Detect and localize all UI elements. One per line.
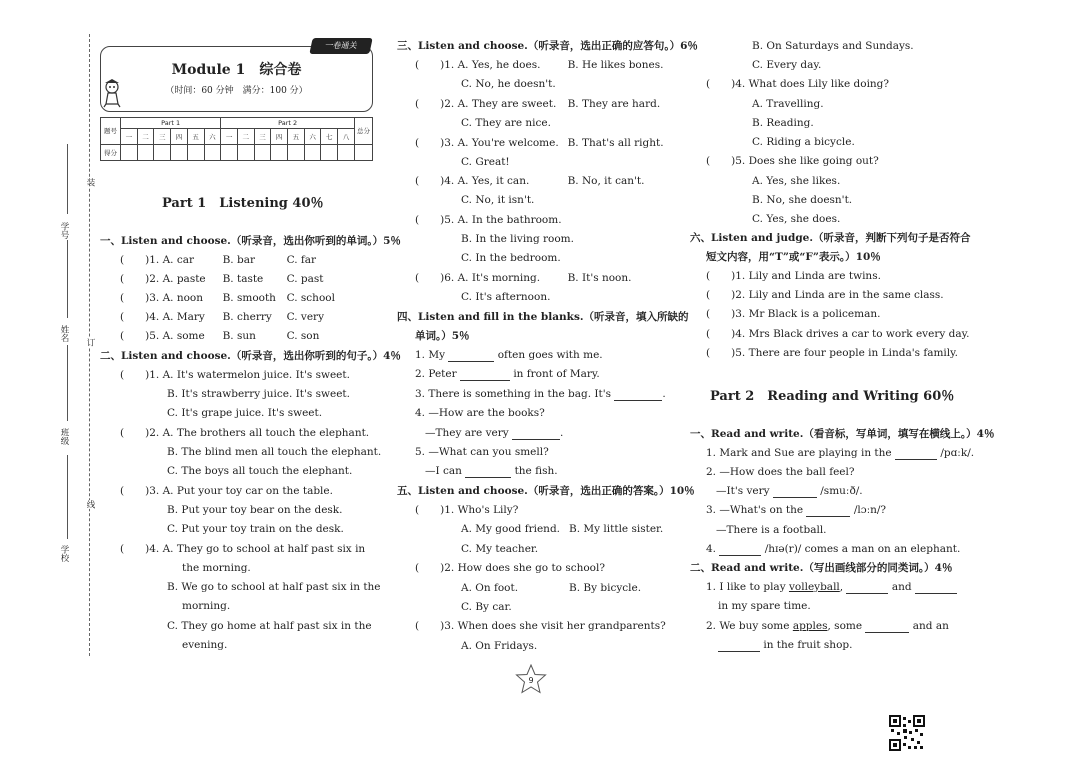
- blank-input[interactable]: [718, 641, 760, 652]
- option-c: C. son: [286, 330, 320, 342]
- score-cell[interactable]: [304, 144, 321, 160]
- binding-mark-ding: 订: [85, 338, 95, 347]
- item-number: 5.: [735, 347, 746, 359]
- option-a: A. paste: [162, 273, 206, 285]
- qr-code-icon[interactable]: [889, 715, 925, 751]
- option-a: A. It's watermelon juice. It's sweet.: [162, 369, 350, 381]
- list-item: [415, 272, 631, 285]
- score-cell[interactable]: [171, 144, 188, 160]
- option-b: B. No, it can't.: [567, 175, 645, 187]
- text: 1. I like to play: [706, 581, 786, 593]
- blank-input[interactable]: [512, 429, 560, 440]
- sec1-heading: 一、Listen and choose.（听录音，选出你听到的单词。）5％: [100, 235, 401, 247]
- option-c: C. They go home at half past six in the: [167, 620, 372, 632]
- option-a: A. It's morning.: [457, 272, 541, 284]
- answer-paren[interactable]: ( ): [120, 311, 150, 323]
- answer-paren[interactable]: ( ): [415, 214, 445, 226]
- fill-line: [718, 639, 852, 652]
- phonetic: /hɪə(r)/ comes a man on an elephant.: [764, 543, 961, 555]
- option-a: A. car: [162, 254, 194, 266]
- score-cell[interactable]: [237, 144, 254, 160]
- score-total-head: 总分: [355, 118, 373, 145]
- binding-label-school: 学校: [59, 545, 69, 562]
- answer-paren[interactable]: ( ): [706, 289, 736, 301]
- fill-line: 4. —How are the books?: [415, 407, 545, 419]
- blank-input[interactable]: [865, 622, 909, 633]
- item-number: 3.: [735, 308, 746, 320]
- option-b: B. sun: [222, 330, 256, 342]
- part2-title: Part 2 Reading and Writing 60％: [710, 389, 955, 404]
- option-c: C. In the bedroom.: [461, 252, 561, 264]
- score-col: 二: [237, 129, 254, 144]
- option-b: B. It's noon.: [567, 272, 632, 284]
- underlined-word: apples: [792, 620, 828, 632]
- option-c-cont: evening.: [182, 639, 228, 651]
- list-item: [706, 308, 880, 321]
- option-b: B. bar: [222, 254, 255, 266]
- score-col: 三: [154, 129, 171, 144]
- score-col: 六: [204, 129, 221, 144]
- list-item: [120, 427, 369, 440]
- item-number: 2.: [444, 562, 455, 574]
- score-cell[interactable]: [338, 144, 355, 160]
- question-text: Does she like going out?: [748, 155, 879, 167]
- blank-input[interactable]: [846, 583, 888, 594]
- fill-line: in my spare time.: [718, 600, 811, 612]
- page-title: Module 1 综合卷: [171, 62, 302, 78]
- answer-paren[interactable]: ( ): [415, 137, 445, 149]
- list-item: [706, 155, 879, 168]
- item-number: 2.: [149, 427, 160, 439]
- binding-label-class: 班级: [59, 428, 69, 445]
- option-c: C. Every day.: [752, 59, 822, 71]
- option-a: A. Yes, it can.: [457, 175, 530, 187]
- text: .: [560, 427, 564, 439]
- option-b: B. My little sister.: [569, 523, 664, 535]
- fill-line: [415, 388, 666, 401]
- answer-paren[interactable]: ( ): [120, 330, 150, 342]
- options-row: [461, 582, 641, 595]
- option-c: C. No, he doesn't.: [461, 78, 556, 90]
- sec6-heading: 六、Listen and judge.（听录音，判断下列句子是否符合: [690, 232, 971, 244]
- underlined-word: volleyball: [788, 581, 840, 593]
- text: 1. My: [415, 349, 446, 361]
- score-part2-head: Part 2: [221, 118, 355, 129]
- binding-mark-zhuang: 装: [85, 178, 95, 187]
- option-c: C. It's grape juice. It's sweet.: [167, 407, 323, 419]
- question-text: Who's Lily?: [457, 504, 519, 516]
- page-subtitle: （时间：60 分钟 满分：100 分）: [165, 86, 308, 96]
- p2sec1-heading: 一、Read and write.（看音标，写单词，填写在横线上。）4％: [690, 428, 995, 440]
- item-number: 1.: [149, 369, 160, 381]
- score-col: 六: [304, 129, 321, 144]
- text: 2. We buy some: [706, 620, 790, 632]
- option-b: B. Reading.: [752, 117, 814, 129]
- option-b: B. By bicycle.: [569, 582, 642, 594]
- score-cell[interactable]: [204, 144, 221, 160]
- part1-title: Part 1 Listening 40％: [162, 196, 324, 211]
- score-col: 五: [288, 129, 305, 144]
- text: , some: [827, 620, 863, 632]
- statement-text: Lily and Linda are in the same class.: [748, 289, 944, 301]
- item-number: 5.: [444, 214, 455, 226]
- option-a: A. Put your toy car on the table.: [162, 485, 333, 497]
- item-number: 1.: [444, 59, 455, 71]
- list-item: [706, 78, 889, 91]
- item-number: 3.: [149, 485, 160, 497]
- list-item: [415, 98, 660, 111]
- option-c: C. far: [286, 254, 317, 266]
- option-a: A. They go to school at half past six in: [162, 543, 366, 555]
- option-c: C. They are nice.: [461, 117, 551, 129]
- sec4-heading: 四、Listen and fill in the blanks.（听录音，填入所缺的: [397, 311, 689, 323]
- score-cell[interactable]: [137, 144, 154, 160]
- options-row: [461, 523, 663, 536]
- item-number: 3.: [444, 137, 455, 149]
- score-col: 二: [137, 129, 154, 144]
- text: the fish.: [514, 465, 558, 477]
- list-item: [415, 59, 663, 72]
- item-number: 6.: [444, 272, 455, 284]
- option-a: A. They are sweet.: [457, 98, 557, 110]
- option-c: C. very: [286, 311, 325, 323]
- score-col: 七: [321, 129, 338, 144]
- option-a-cont: the morning.: [182, 562, 251, 574]
- option-c: C. Great!: [461, 156, 510, 168]
- question-text: When does she visit her grandparents?: [457, 620, 666, 632]
- blank-input[interactable]: [460, 370, 510, 381]
- sec3-heading: 三、Listen and choose.（听录音，选出正确的应答句。）6％: [397, 40, 698, 52]
- score-col: 一: [221, 129, 238, 144]
- sec6-heading-cont: 短文内容，用“T”或“F”表示。）10％: [706, 251, 881, 263]
- item-number: 1.: [735, 270, 746, 282]
- item-number: 1.: [149, 254, 160, 266]
- score-cell[interactable]: [271, 144, 288, 160]
- text: —They are very: [425, 427, 509, 439]
- option-a: A. My good friend.: [461, 523, 561, 535]
- answer-paren[interactable]: ( ): [120, 273, 150, 285]
- option-a: A. Yes, he does.: [457, 59, 541, 71]
- score-col: 四: [271, 129, 288, 144]
- blank-input[interactable]: [773, 487, 817, 498]
- fill-line: 5. —What can you smell?: [415, 446, 549, 458]
- binding-blank-class: [67, 345, 68, 421]
- text: 4.: [706, 543, 717, 555]
- phonetic: /pɑːk/.: [940, 447, 975, 459]
- item-number: 4.: [149, 543, 160, 555]
- fill-line: [706, 620, 949, 633]
- option-c: C. school: [286, 292, 335, 304]
- blank-input[interactable]: [465, 467, 511, 478]
- statement-text: Mr Black is a policeman.: [748, 308, 881, 320]
- item-number: 4.: [149, 311, 160, 323]
- text: and an: [912, 620, 949, 632]
- item-number: 1.: [444, 504, 455, 516]
- fill-line: [415, 349, 603, 362]
- option-a: A. noon: [162, 292, 204, 304]
- list-item: [120, 330, 319, 343]
- fill-line: —There is a football.: [716, 524, 827, 536]
- score-row-label-score: 得分: [101, 144, 121, 160]
- text: often goes with me.: [497, 349, 603, 361]
- phonetic: /lɔːn/?: [853, 504, 887, 516]
- phonetic: /smuːð/.: [820, 485, 863, 497]
- list-item: [706, 270, 881, 283]
- text: 3. —What's on the: [706, 504, 804, 516]
- option-b: B. cherry: [222, 311, 272, 323]
- text: 1. Mark and Sue are playing in the: [706, 447, 892, 459]
- item-number: 3.: [149, 292, 160, 304]
- fill-line: [415, 368, 600, 381]
- option-a: A. On foot.: [461, 582, 519, 594]
- list-item: [120, 311, 324, 324]
- answer-paren[interactable]: ( ): [415, 562, 445, 574]
- binding-blank-name: [67, 240, 68, 318]
- score-table: [100, 117, 373, 161]
- score-cell[interactable]: [321, 144, 338, 160]
- option-b-cont: morning.: [182, 600, 231, 612]
- statement-text: Lily and Linda are twins.: [748, 270, 881, 282]
- answer-paren[interactable]: ( ): [706, 347, 736, 359]
- answer-paren[interactable]: ( ): [706, 78, 736, 90]
- fill-line: [425, 427, 563, 440]
- blank-input[interactable]: [719, 545, 761, 556]
- option-c: C. It's afternoon.: [461, 291, 551, 303]
- option-a: A. You're welcome.: [457, 137, 559, 149]
- sec2-heading: 二、Listen and choose.（听录音，选出你听到的句子。）4％: [100, 350, 401, 362]
- answer-paren[interactable]: ( ): [706, 155, 736, 167]
- option-c: C. My teacher.: [461, 543, 539, 555]
- item-number: 2.: [149, 273, 160, 285]
- score-cell[interactable]: [355, 144, 373, 160]
- list-item: [415, 620, 666, 633]
- blank-input[interactable]: [915, 583, 957, 594]
- fill-line: [706, 447, 974, 460]
- option-b: B. He likes bones.: [567, 59, 664, 71]
- fill-line: [716, 485, 863, 498]
- list-item: [415, 137, 664, 150]
- text: 2. Peter: [415, 368, 457, 380]
- page-number: 9: [528, 676, 534, 685]
- option-b: B. Put your toy bear on the desk.: [167, 504, 343, 516]
- answer-paren[interactable]: ( ): [120, 543, 150, 555]
- text: —I can: [425, 465, 462, 477]
- score-cell[interactable]: [187, 144, 204, 160]
- list-item: [415, 562, 605, 575]
- option-a: A. The brothers all touch the elephant.: [162, 427, 370, 439]
- option-c: C. By car.: [461, 601, 512, 613]
- list-item: [120, 292, 335, 305]
- p2sec2-heading: 二、Read and write.（写出画线部分的同类词。）4％: [690, 562, 953, 574]
- answer-paren[interactable]: ( ): [120, 427, 150, 439]
- answer-paren[interactable]: ( ): [120, 485, 150, 497]
- binding-mark-xian: 线: [85, 500, 95, 509]
- item-number: 3.: [444, 620, 455, 632]
- answer-paren[interactable]: ( ): [415, 175, 445, 187]
- answer-paren[interactable]: ( ): [706, 270, 736, 282]
- option-a: A. some: [162, 330, 205, 342]
- option-b: B. No, she doesn't.: [752, 194, 853, 206]
- list-item: [120, 254, 316, 267]
- score-part1-head: Part 1: [121, 118, 221, 129]
- option-c: C. Yes, she does.: [752, 213, 841, 225]
- text: 3. There is something in the bag. It's: [415, 388, 612, 400]
- option-a: A. On Fridays.: [461, 640, 538, 652]
- answer-paren[interactable]: ( ): [706, 328, 736, 340]
- option-a: A. In the bathroom.: [457, 214, 562, 226]
- item-number: 4.: [735, 328, 746, 340]
- score-cols-row: [101, 129, 373, 144]
- text: in front of Mary.: [513, 368, 600, 380]
- binding-label-id: 学号: [59, 222, 69, 239]
- item-number: 2.: [735, 289, 746, 301]
- sec4-heading-cont: 单词。）5％: [415, 330, 470, 342]
- answer-paren[interactable]: ( ): [415, 504, 445, 516]
- blank-input[interactable]: [806, 506, 850, 517]
- title-box: [100, 46, 373, 112]
- score-col: 三: [254, 129, 271, 144]
- score-row-label-number: 题号: [101, 118, 121, 145]
- text: —It's very: [716, 485, 770, 497]
- fill-line: 2. —How does the ball feel?: [706, 466, 855, 478]
- option-c: C. Put your toy train on the desk.: [167, 523, 344, 535]
- option-a: A. Travelling.: [752, 98, 824, 110]
- list-item: [120, 485, 333, 498]
- item-number: 4.: [735, 78, 746, 90]
- answer-paren[interactable]: ( ): [120, 369, 150, 381]
- binding-blank-school: [67, 455, 68, 539]
- fill-line: [706, 504, 886, 517]
- item-number: 2.: [444, 98, 455, 110]
- option-c: C. past: [286, 273, 324, 285]
- answer-paren[interactable]: ( ): [415, 59, 445, 71]
- score-cell[interactable]: [221, 144, 238, 160]
- list-item: [120, 369, 350, 382]
- option-c: C. Riding a bicycle.: [752, 136, 855, 148]
- binding-label-name: 姓名: [59, 325, 69, 342]
- answer-paren[interactable]: ( ): [120, 254, 150, 266]
- option-c: C. No, it isn't.: [461, 194, 535, 206]
- page-number-star-icon: [515, 664, 547, 694]
- list-item: [706, 328, 969, 341]
- text: ,: [839, 581, 844, 593]
- blank-input[interactable]: [448, 351, 494, 362]
- list-item: [120, 543, 365, 556]
- mascot-icon: [100, 78, 124, 108]
- option-a: A. Mary: [162, 311, 205, 323]
- option-a: A. Yes, she likes.: [752, 175, 841, 187]
- fill-line: [706, 543, 960, 556]
- answer-paren[interactable]: ( ): [120, 292, 150, 304]
- option-b: B. taste: [222, 273, 264, 285]
- list-item: [706, 347, 958, 360]
- list-item: [120, 273, 324, 286]
- answer-paren[interactable]: ( ): [415, 272, 445, 284]
- score-col: 八: [338, 129, 355, 144]
- option-b: B. On Saturdays and Sundays.: [752, 40, 914, 52]
- title-banner: 一卷通关: [309, 38, 372, 54]
- list-item: [706, 289, 944, 302]
- list-item: [415, 175, 644, 188]
- option-b: B. That's all right.: [567, 137, 664, 149]
- fill-line: [425, 465, 558, 478]
- item-number: 5.: [735, 155, 746, 167]
- item-number: 4.: [444, 175, 455, 187]
- statement-text: There are four people in Linda's family.: [748, 347, 959, 359]
- option-b: B. They are hard.: [567, 98, 661, 110]
- text: .: [662, 388, 666, 400]
- item-number: 5.: [149, 330, 160, 342]
- answer-paren[interactable]: ( ): [415, 620, 445, 632]
- score-cell[interactable]: [254, 144, 271, 160]
- option-c: C. The boys all touch the elephant.: [167, 465, 353, 477]
- option-b: B. In the living room.: [461, 233, 574, 245]
- option-b: B. It's strawberry juice. It's sweet.: [167, 388, 350, 400]
- statement-text: Mrs Black drives a car to work every day.: [748, 328, 970, 340]
- score-col: 一: [121, 129, 138, 144]
- option-b: B. smooth: [222, 292, 276, 304]
- blank-input[interactable]: [614, 390, 662, 401]
- score-cell[interactable]: [121, 144, 138, 160]
- fill-line: [706, 581, 957, 594]
- list-item: [415, 214, 562, 227]
- sec5-heading: 五、Listen and choose.（听录音，选出正确的答案。）10％: [397, 485, 695, 497]
- answer-paren[interactable]: ( ): [415, 98, 445, 110]
- score-col: 四: [171, 129, 188, 144]
- answer-paren[interactable]: ( ): [706, 308, 736, 320]
- question-text: How does she go to school?: [457, 562, 605, 574]
- question-text: What does Lily like doing?: [748, 78, 890, 90]
- option-b: B. We go to school at half past six in the: [167, 581, 381, 593]
- list-item: [415, 504, 518, 517]
- blank-input[interactable]: [895, 449, 937, 460]
- binding-blank-id: [67, 144, 68, 214]
- score-col: 五: [187, 129, 204, 144]
- text: and: [891, 581, 912, 593]
- score-cell[interactable]: [288, 144, 305, 160]
- text: in the fruit shop.: [763, 639, 853, 651]
- score-cell[interactable]: [154, 144, 171, 160]
- option-b: B. The blind men all touch the elephant.: [167, 446, 382, 458]
